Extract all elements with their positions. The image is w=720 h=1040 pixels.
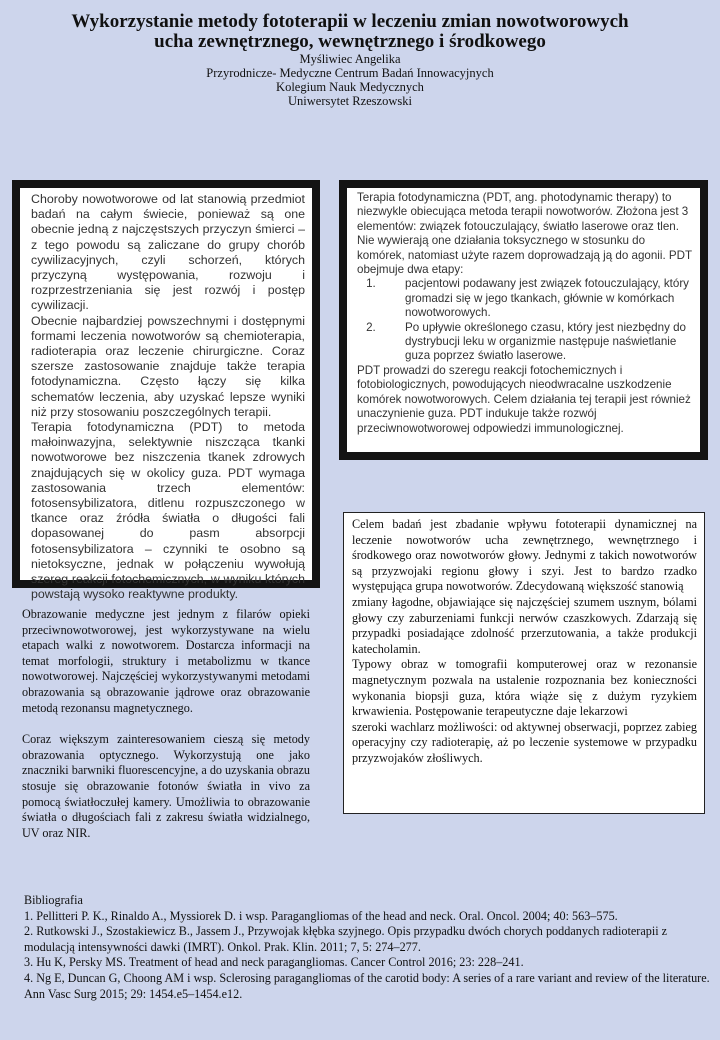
intro-panel-content: [20, 188, 312, 602]
imaging-paragraph-1: Obrazowanie medyczne jest jednym z filarów opieki przeciwnowotworowej, jest wykorzystywane na wielu etapach walki z nowotworem. Dostarcza informacji na temat morfologii, struktury i metabolizmu w tkance nowotworowej. Najczęściej wykorzystywanymi metodami obrazowania są obrazowanie jądrowe oraz obrazowanie metodą rezonansu magnetycznego.: [22, 607, 310, 715]
intro-paragraph: Obecnie najbardziej powszechnymi i dostępnymi formami leczenia nowotworów są chemioterapia, radioterapia oraz leczenie chirurgiczne. Coraz szersze zastosowanie znajduje także terapia fotodynamiczna. Często łączy się kilka schematów leczenia, aby uzyskać lepsze wyniki niż przy stosowaniu poszczególnych terapii.: [31, 313, 305, 419]
affiliation-university: Uniwersytet Rzeszowski: [288, 94, 412, 108]
pdt-panel: [339, 180, 708, 460]
poster-title: Wykorzystanie metody fototerapii w leczeniu zmian nowotworowych ucha zewnętrznego, wewnętrznego i środkowego: [71, 11, 629, 52]
bibliography-item: 1. Pellitteri P. K., Rinaldo A., Myssiorek D. i wsp. Paragangliomas of the head and neck. Oral. Oncol. 2004; 40: 563–575.: [24, 908, 618, 923]
imaging-paragraph-2: Coraz większym zainteresowaniem cieszą się metody obrazowania optycznego. Wykorzystują one jako znaczniki barwniki fluorescencyjne, a do uzyskania obrazu stosuje się obrazowanie fotonów światła in vivo za pomocą światłoczułej kamery. Umożliwia to obrazowanie światła o długościach fali z zakresu światła widzialnego, UV oraz NIR.: [22, 732, 310, 840]
intro-paragraph: Terapia fotodynamiczna (PDT) to metoda małoinwazyjna, selektywnie niszcząca tkanki nowotworowe bez niszczenia tkanek zdrowych znajdujących się w okolicy guza. PDT wymaga zastosowania trzech elementów: fotosensybilizatora, ditlenu rozpuszczonego w tkance oraz źródła światła o długości fali dopasowanej do pasm absorpcji fotosensybilizatora – czynniki te osobno są nietoksyczne, jednak w połączeniu wywołują szereg reakcji fotochemicznych, w wyniku których powstają wysoko reaktywne produkty.: [31, 420, 305, 602]
bibliography-item: 3. Hu K, Persky MS. Treatment of head and neck paragangliomas. Cancer Control 2016; 23: 228–241.: [24, 955, 524, 970]
affiliation-college: Kolegium Nauk Medycznych: [276, 80, 424, 94]
pdt-step: 2. Po upływie określonego czasu, który jest niezbędny do dystrybucji leku w organizmie następuje naświetlanie guza poprzez światło laserowe.: [379, 321, 692, 364]
bibliography-item: 2. Rutkowski J., Szostakiewicz B., Jassem J., Przywojak kłębka szyjnego. Opis przypadku dwóch chorych poddanych radioterapii z modulacją intensywności dawki (IMRT). Onkol. Prak. Klin. 2011; 7, 5: 274–277.: [24, 924, 668, 954]
pdt-panel-content: [347, 188, 700, 452]
affiliation-center: Przyrodnicze- Medyczne Centrum Badań Innowacyjnych: [206, 66, 494, 80]
bibliography-section: [24, 893, 714, 1002]
author-name: Myśliwiec Angelika: [299, 52, 401, 66]
purpose-line: Typowy obraz w tomografii komputerowej oraz w rezonansie magnetycznym pozwala na ustalenie rozpoznania bez konieczności wykonania biopsji guza, która wiąże się z dużym ryzykiem krwawienia. Postępowanie terapeutyczne daje lekarzowi: [352, 657, 697, 719]
purpose-line: szeroki wachlarz możliwości: od aktywnej obserwacji, poprzez zabieg operacyjny czy radioterapię, aż po leczenie systemowe w przypadku przyzwojaków złośliwych.: [352, 719, 697, 765]
imaging-section: [22, 607, 310, 841]
poster-header: [60, 12, 640, 108]
bibliography-item: 4. Ng E, Duncan G, Choong AM i wsp. Sclerosing paragangliomas of the carotid body: A series of a rare variant and review of the literature. Ann Vasc Surg 2015; 29: 1454.e5–1454.e12.: [24, 970, 710, 1001]
paragraph-gap: [22, 716, 310, 732]
purpose-line: zmiany łagodne, objawiające się najczęściej szumem usznym, bólami głowy czy zaburzeniami funkcji nerwów czaszkowych. Zdarzają się przypadki posiadające zdolność przerzutowania, a także produkcji katecholamin.: [352, 594, 697, 656]
pdt-intro: Terapia fotodynamiczna (PDT, ang. photodynamic therapy) to niezwykle obiecująca metoda terapii nowotworów. Złożona jest 3 elementów: związek fotouczulający, światło laserowe oraz tlen. Nie wywierają one działania toksycznego w stosunku do komórek, natomiast użyte razem doprowadzają ją do agonii. PDT obejmuje dwa etapy:: [357, 191, 692, 277]
research-purpose-box: [343, 512, 705, 814]
pdt-steps-list: [357, 277, 692, 363]
intro-paragraph: Choroby nowotworowe od lat stanowią przedmiot badań na całym świecie, ponieważ są one obecnie jedną z najczęstszych przyczyn śmierci – z tego powodu są zaliczane do grupy chorób cywilizacyjnych, czyli schorzeń, których przyczyną występowania, rozwoju i rozprzestrzeniania się jest rozwój i postęp cywilizacji.: [31, 192, 305, 313]
bibliography-heading: Bibliografia: [24, 893, 83, 907]
purpose-line: Celem badań jest zbadanie wpływu fototerapii dynamicznej na leczenie nowotworów ucha zewnętrznego, wewnętrznego i środkowego oraz nowotworów głowy. Jednymi z takich nowotworów są przyzwojaki regionu głowy i szyi. Jest to bardzo rzadko występująca grupa nowotworów. Zdecydowaną większość stanowią: [352, 517, 697, 594]
pdt-outro: PDT prowadzi do szeregu reakcji fotochemicznych i fotobiologicznych, powodujących nieodwracalne uszkodzenie komórek nowotworowych. Celem działania tej terapii jest również unaczynienie guza. PDT indukuje także rozwój przeciwnowotworowej odpowiedzi immunologicznej.: [357, 363, 691, 435]
intro-panel: [12, 180, 320, 602]
pdt-step: 1. pacjentowi podawany jest związek fotouczulający, który gromadzi się w jego tkankach, głównie w komórkach nowotworowych.: [379, 277, 692, 320]
